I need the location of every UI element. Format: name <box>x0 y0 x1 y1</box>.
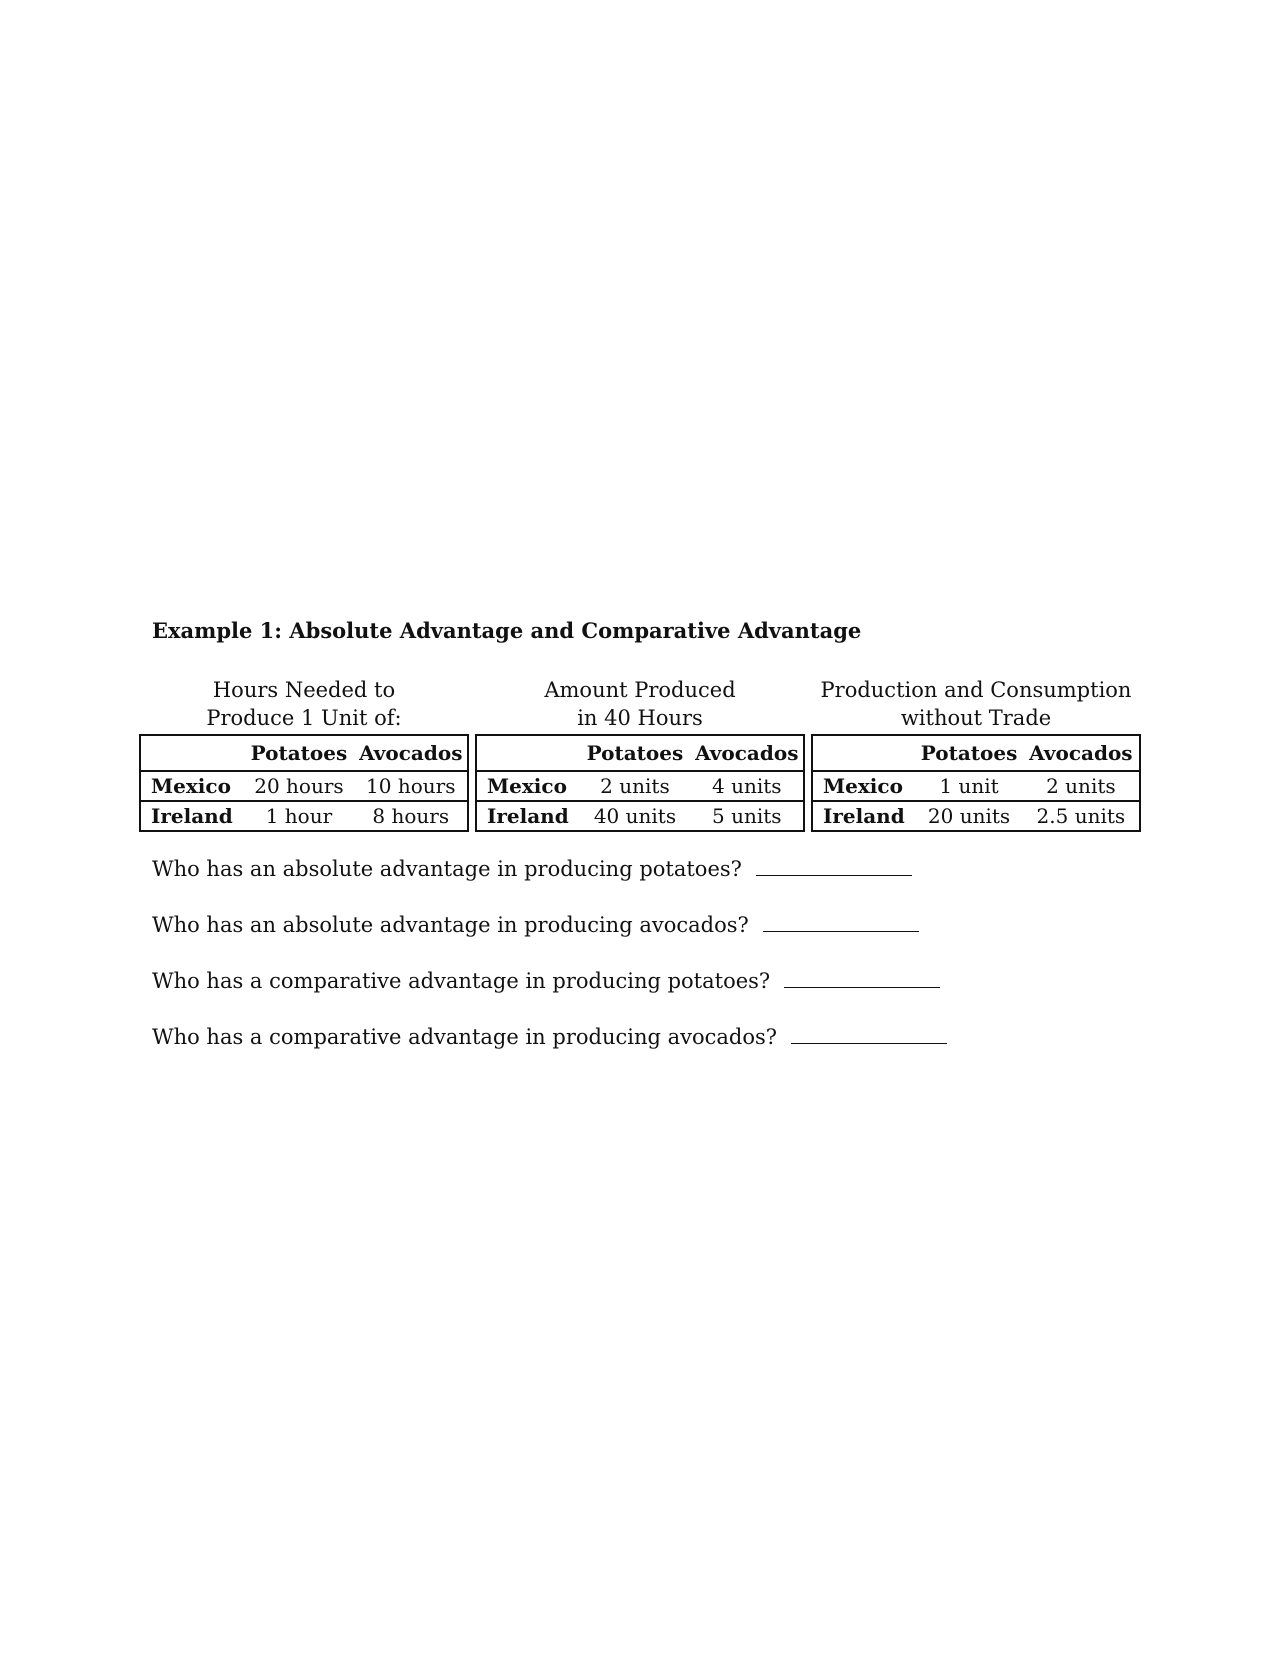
row-header-country: Ireland <box>487 804 569 828</box>
questions-list <box>152 857 947 1081</box>
row-header-country: Ireland <box>823 804 905 828</box>
amount-produced-table <box>475 734 805 832</box>
col-header-avocados: Avocados <box>691 735 804 771</box>
answer-blank[interactable] <box>756 859 912 876</box>
question-item <box>152 913 947 969</box>
table-caption <box>475 676 805 732</box>
cell-avocados: 4 units <box>691 771 804 801</box>
cell-avocados: 8 hours <box>372 804 450 828</box>
table-caption <box>139 676 469 732</box>
row-header-country: Ireland <box>151 804 233 828</box>
empty-header-cell <box>476 735 579 771</box>
cell-potatoes: 1 unit <box>915 771 1022 801</box>
col-header-avocados: Avocados <box>355 735 468 771</box>
question-text: Who has an absolute advantage in producing avocados? <box>152 913 749 937</box>
hours-needed-table <box>139 734 469 832</box>
question-item <box>152 969 947 1025</box>
col-header-potatoes: Potatoes <box>579 735 690 771</box>
caption-line2: in 40 Hours <box>577 706 703 730</box>
production-consumption-table <box>811 734 1141 832</box>
row-header-country: Mexico <box>140 771 243 801</box>
table-row <box>140 801 468 831</box>
table-header-row <box>812 735 1140 771</box>
answer-blank[interactable] <box>791 1027 947 1044</box>
table-row <box>476 771 804 801</box>
table-header-row <box>476 735 804 771</box>
question-item <box>152 1025 947 1081</box>
caption-line2: without Trade <box>900 706 1052 730</box>
question-item <box>152 857 947 913</box>
table-row <box>812 771 1140 801</box>
empty-header-cell <box>140 735 243 771</box>
table-row <box>812 801 1140 831</box>
col-header-potatoes: Potatoes <box>243 735 354 771</box>
question-text: Who has a comparative advantage in producing potatoes? <box>152 969 771 993</box>
cell-potatoes: 20 hours <box>243 771 354 801</box>
hours-needed-table-block <box>139 676 469 832</box>
cell-avocados: 10 hours <box>355 771 468 801</box>
example-title: Example 1: Absolute Advantage and Comparative Advantage <box>152 618 862 643</box>
amount-produced-table-block <box>475 676 805 832</box>
cell-potatoes: 2 units <box>579 771 690 801</box>
cell-avocados: 2.5 units <box>1036 804 1126 828</box>
empty-header-cell <box>812 735 915 771</box>
caption-line2: Produce 1 Unit of: <box>206 706 402 730</box>
table-header-row <box>140 735 468 771</box>
question-text: Who has an absolute advantage in producing potatoes? <box>152 857 742 881</box>
table-caption <box>811 676 1141 732</box>
cell-potatoes: 1 hour <box>265 804 333 828</box>
cell-avocados: 2 units <box>1023 771 1140 801</box>
col-header-potatoes: Potatoes <box>915 735 1022 771</box>
answer-blank[interactable] <box>763 915 919 932</box>
cell-potatoes: 40 units <box>593 804 677 828</box>
cell-potatoes: 20 units <box>927 804 1011 828</box>
caption-line1: Amount Produced <box>544 678 736 702</box>
cell-avocados: 5 units <box>711 804 782 828</box>
table-row <box>476 801 804 831</box>
production-consumption-table-block <box>811 676 1141 832</box>
row-header-country: Mexico <box>476 771 579 801</box>
caption-line1: Hours Needed to <box>212 678 396 702</box>
row-header-country: Mexico <box>812 771 915 801</box>
table-row <box>140 771 468 801</box>
answer-blank[interactable] <box>784 971 940 988</box>
caption-line1: Production and Consumption <box>820 678 1132 702</box>
question-text: Who has a comparative advantage in producing avocados? <box>152 1025 778 1049</box>
col-header-avocados: Avocados <box>1023 735 1140 771</box>
